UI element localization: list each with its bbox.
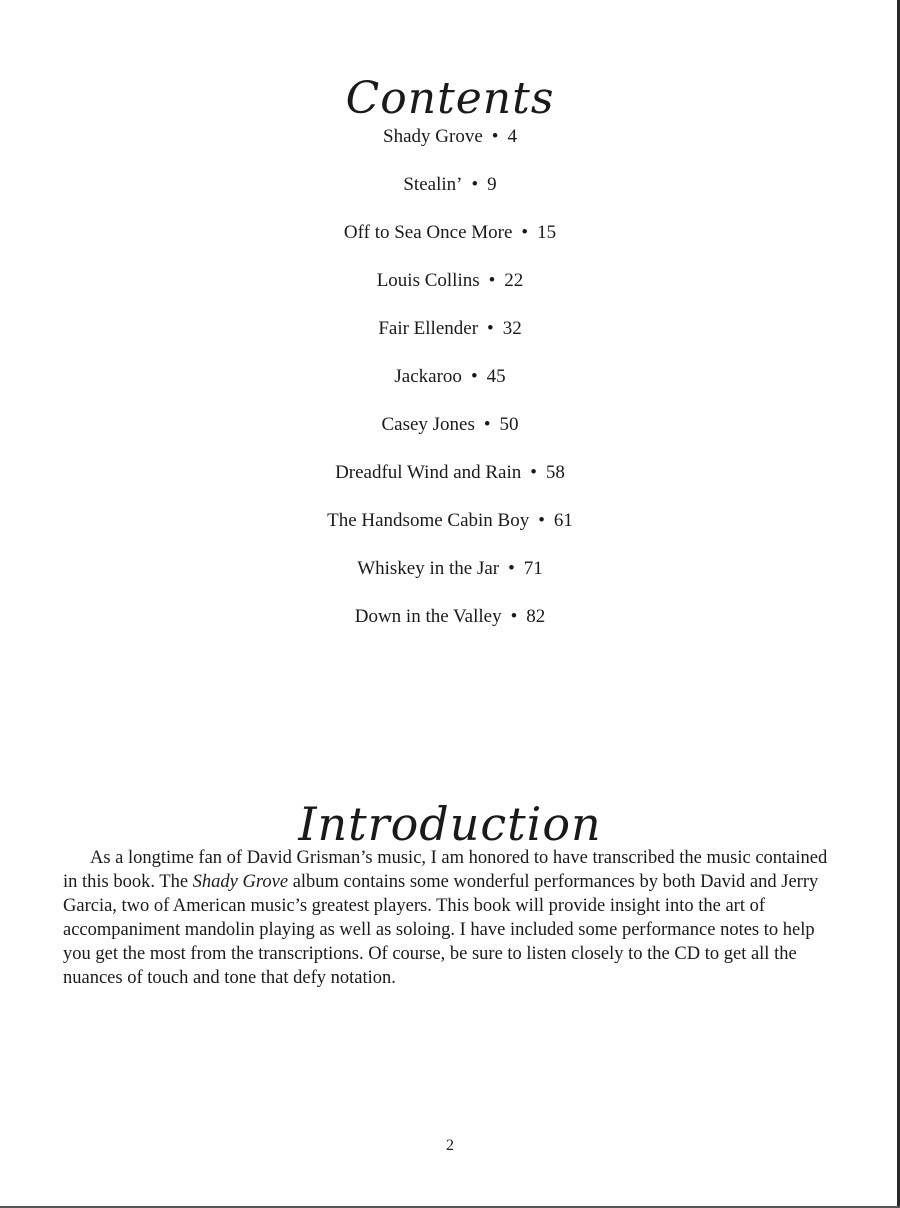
toc-entry [0,556,900,604]
toc-entry [0,412,900,460]
toc-entry [0,124,900,172]
toc-entry-title: Down in the Valley [354,606,502,627]
introduction-paragraph [63,846,835,990]
toc-separator: • [488,270,496,291]
toc-separator: • [508,558,515,579]
toc-entry-page: 32 [502,318,522,339]
toc-entry-title: Whiskey in the Jar [357,558,500,579]
toc-entry [0,604,900,652]
toc-entry-page: 50 [499,414,519,435]
toc-entry-page: 22 [504,270,524,291]
toc-entry-title: Casey Jones [381,414,475,435]
toc-entry-page: 9 [487,174,497,195]
intro-text-end: album contains some wonderful performances by both David and Jerry Garcia, two of American music’s greatest players. This book will provide insight into the art of accompaniment mandolin playing as well as soloing. I have included some performance notes to help you get the most from the transcriptions. Of course, be sure to listen closely to the CD to get all the nuances of touch and tone that defy notation. [63,872,819,988]
toc-entry [0,364,900,412]
toc-entry-title: Fair Ellender [378,318,479,339]
toc-separator: • [538,510,545,531]
toc-separator: • [483,414,491,435]
toc-separator: • [491,126,499,147]
toc-separator: • [510,606,518,627]
toc-separator: • [521,222,529,243]
toc-entry [0,268,900,316]
toc-entry-title: Shady Grove [383,126,483,147]
toc-entry-page: 58 [545,462,565,483]
introduction-heading: Introduction [298,796,602,851]
toc-separator: • [471,174,479,195]
toc-entry [0,220,900,268]
toc-entry-title: Jackaroo [394,366,462,387]
page-number: 2 [446,1137,454,1154]
table-of-contents [0,124,900,652]
album-title: Shady Grove [192,872,289,892]
toc-separator: • [487,318,494,339]
toc-entry-page: 45 [486,366,506,387]
toc-separator: • [470,366,478,387]
toc-entry [0,316,900,364]
toc-entry-title: The Handsome Cabin Boy [327,510,530,531]
contents-heading: Contents [345,73,555,125]
toc-entry-title: Dreadful Wind and Rain [335,462,522,483]
toc-entry-title: Off to Sea Once More [343,222,513,243]
toc-entry [0,508,900,556]
toc-entry [0,172,900,220]
toc-entry [0,460,900,508]
toc-entry-page: 61 [553,510,573,531]
toc-separator: • [530,462,537,483]
intro-text-start: As a longtime fan of David Grisman’s music, I am honored to have transcribed the music contained in this book. The [63,848,828,892]
toc-entry-page: 4 [507,126,517,147]
toc-entry-page: 15 [537,222,557,243]
toc-entry-page: 82 [526,606,546,627]
toc-entry-title: Louis Collins [376,270,480,291]
toc-entry-title: Stealin’ [403,174,463,195]
toc-entry-page: 71 [523,558,543,579]
